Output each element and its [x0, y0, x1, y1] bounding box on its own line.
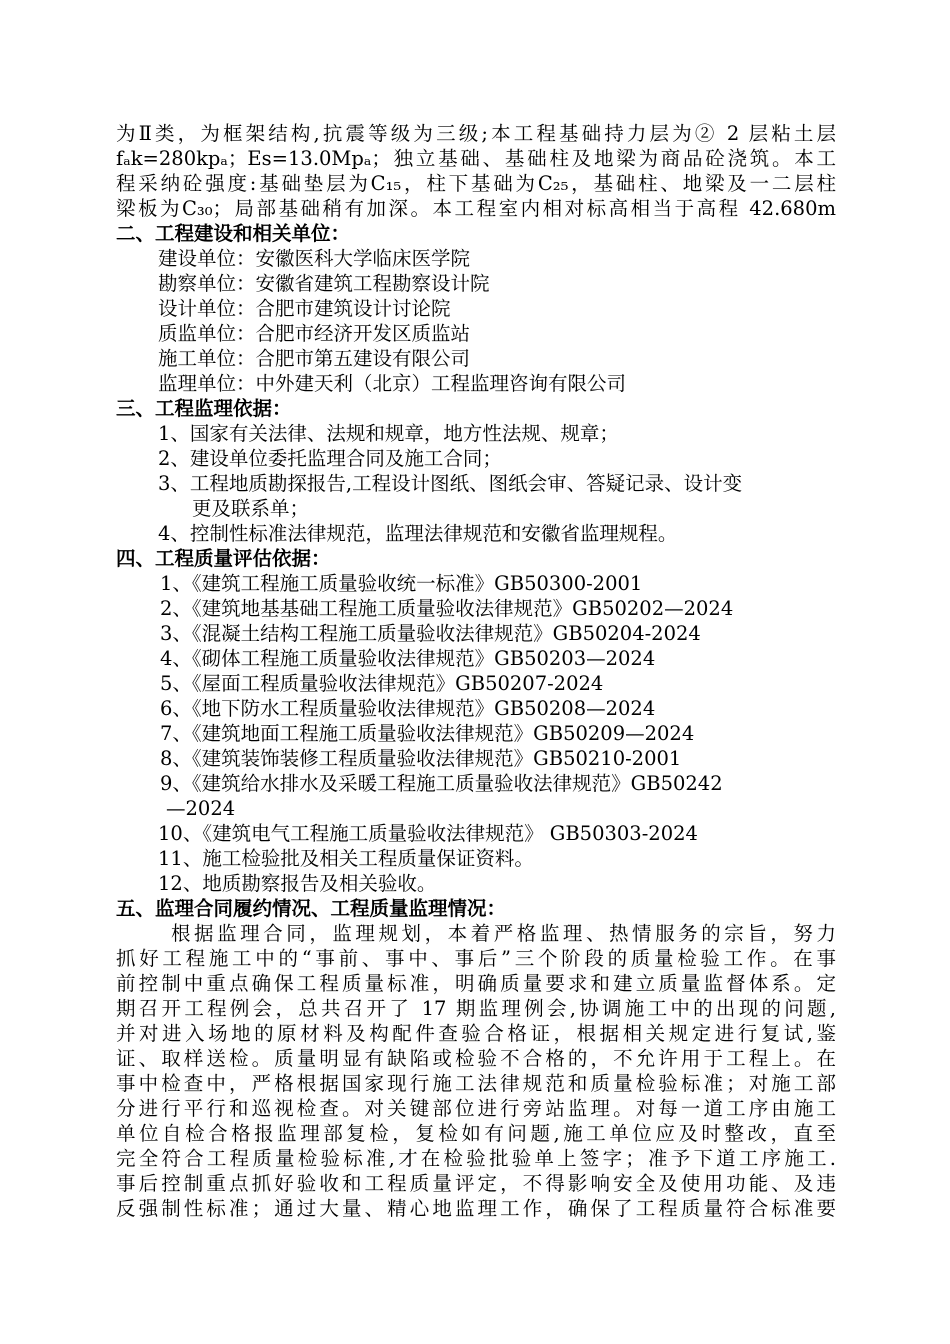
- basis-item: 1、国家有关法律、法规和规章，地方性法规、规章；: [158, 422, 619, 445]
- paragraph-line: 并对进入场地的原材料及构配件查验合格证，根据相关规定进行复试,鉴: [116, 1022, 836, 1045]
- basis-item: 3、工程地质勘探报告,工程设计图纸、图纸会审、答疑记录、设计变: [158, 472, 743, 495]
- intro-line: 程采纳砼强度:基础垫层为C₁₅，柱下基础为C₂₅，基础柱、地梁及一二层柱: [116, 172, 836, 195]
- standard-item: 7、《建筑地面工程施工质量验收法律规范》GB50209—2024: [160, 722, 695, 745]
- document-page: [116, 121, 836, 1221]
- section2-heading: 二、工程建设和相关单位：: [116, 222, 351, 245]
- paragraph-line: 根据监理合同，监理规划，本着严格监理、热情服务的宗旨，努力: [171, 922, 836, 945]
- basis-item: 4、控制性标准法律规范，监理法律规范和安徽省监理规程。: [158, 522, 678, 545]
- paragraph-line: 反强制性标准；通过大量、精心地监理工作，确保了工程质量符合标准要: [116, 1197, 836, 1220]
- standard-item: 12、地质勘察报告及相关验收。: [158, 872, 437, 895]
- paragraph-line: 分进行平行和巡视检查。对关键部位进行旁站监理。对每一道工序由施工: [116, 1097, 836, 1120]
- intro-line: fₐk=280kpₐ；Es=13.0Mpₐ；独立基础、基础柱及地梁为商品砼浇筑。本工: [116, 147, 836, 170]
- standard-item: 3、《混凝土结构工程施工质量验收法律规范》GB50204-2024: [160, 622, 701, 645]
- section3-heading: 三、工程监理依据：: [116, 397, 292, 420]
- paragraph-line: 事后控制重点抓好验收和工程质量评定，不得影响安全及使用功能、及违: [116, 1172, 836, 1195]
- standard-item: 8、《建筑装饰装修工程质量验收法律规范》GB50210-2001: [160, 747, 682, 770]
- unit-item: 质监单位：合肥市经济开发区质监站: [158, 322, 471, 345]
- paragraph-line: 完全符合工程质量检验标准,才在检验批验单上签字；准予下道工序施工.: [116, 1147, 836, 1170]
- standard-item: 5、《屋面工程质量验收法律规范》GB50207-2024: [160, 672, 604, 695]
- standard-item: 2、《建筑地基基础工程施工质量验收法律规范》GB50202—2024: [160, 597, 734, 620]
- units-list: [116, 246, 836, 396]
- unit-item: 施工单位：合肥市第五建设有限公司: [158, 347, 471, 370]
- basis-item: 2、建设单位委托监理合同及施工合同；: [158, 447, 502, 470]
- unit-item: 设计单位：合肥市建筑设计讨论院: [158, 297, 451, 320]
- section5-heading: 五、监理合同履约情况、工程质量监理情况：: [116, 897, 507, 920]
- unit-item: 监理单位：中外建天利（北京）工程监理咨询有限公司: [158, 372, 627, 395]
- standard-item: 9、《建筑给水排水及采暖工程施工质量验收法律规范》GB50242: [160, 772, 723, 795]
- unit-item: 勘察单位：安徽省建筑工程勘察设计院: [158, 272, 490, 295]
- section4-heading: 四、工程质量评估依据：: [116, 547, 331, 570]
- paragraph-line: 事中检查中，严格根据国家现行施工法律规范和质量检验标准；对施工部: [116, 1072, 836, 1095]
- intro-line: 梁板为C₃₀；局部基础稍有加深。本工程室内相对标高相当于高程 42.680m: [116, 197, 836, 220]
- standards-list: [116, 571, 836, 896]
- unit-item: 建设单位：安徽医科大学临床医学院: [158, 247, 471, 270]
- basis-item-continuation: 更及联系单；: [192, 497, 310, 520]
- intro-line: 为Ⅱ类，为框架结构,抗震等级为三级;本工程基础持力层为② 2 层粘土层: [116, 122, 836, 145]
- standard-item: 6、《地下防水工程质量验收法律规范》GB50208—2024: [160, 697, 656, 720]
- paragraph-line: 证、取样送检。质量明显有缺陷或检验不合格的，不允许用于工程上。在: [116, 1047, 836, 1070]
- paragraph-line: 前控制中重点确保工程质量标准，明确质量要求和建立质量监督体系。定: [116, 972, 836, 995]
- paragraph-line: 单位自检合格报监理部复检，复检如有问题,施工单位应及时整改，直至: [116, 1122, 836, 1145]
- intro-paragraph: [116, 121, 836, 221]
- standard-item: 4、《砌体工程施工质量验收法律规范》GB50203—2024: [160, 647, 656, 670]
- basis-list: [116, 421, 836, 546]
- standard-item: 11、施工检验批及相关工程质量保证资料。: [158, 847, 534, 870]
- standard-item: 1、《建筑工程施工质量验收统一标准》GB50300-2001: [160, 572, 643, 595]
- standard-item-continuation: —2024: [166, 797, 236, 820]
- paragraph-line: 抓好工程施工中的“事前、事中、事后”三个阶段的质量检验工作。在事: [116, 947, 836, 970]
- paragraph-line: 期召开工程例会，总共召开了 17 期监理例会,协调施工中的出现的问题,: [116, 997, 836, 1020]
- standard-item: 10、《建筑电气工程施工质量验收法律规范》 GB50303-2024: [158, 822, 698, 845]
- supervision-paragraph: [116, 921, 836, 1221]
